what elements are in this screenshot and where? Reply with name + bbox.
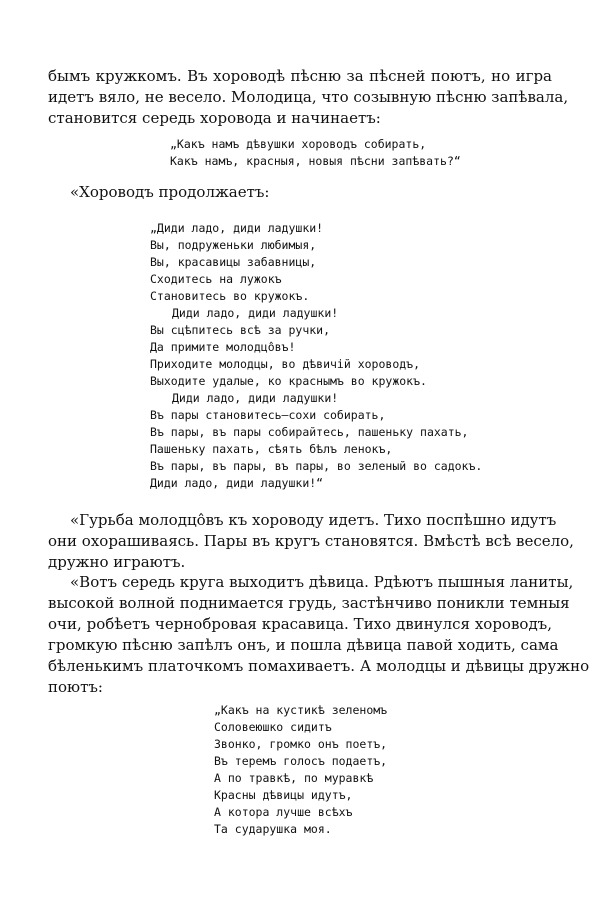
text-line: дружно играютъ.	[48, 553, 186, 571]
verse-line: Соловеюшко сидитъ	[214, 720, 332, 734]
text-line: «Вотъ середь круга выходитъ дѣвица. Рдѣютъ пышныя ланиты,	[70, 573, 574, 591]
verse-line: Выходите удалые, ко краснымъ во кружокъ.	[150, 374, 427, 388]
text-line: становится середь хоровода и начинаетъ:	[48, 109, 381, 127]
verse-line: „Какъ на кустикѣ зеленомъ	[214, 703, 388, 717]
verse-line: Диди ладо, диди ладушки!“	[150, 476, 324, 490]
verse-line: А по травкѣ, по муравкѣ	[214, 771, 374, 785]
verse-line: Та сударушка моя.	[214, 822, 332, 836]
verse-line: Да примите молодцо̂въ!	[150, 340, 296, 354]
verse-line: Сходитесь на лужокъ	[150, 272, 282, 286]
paragraph-4	[48, 572, 590, 698]
verse-line: А котора лучше всѣхъ	[214, 805, 353, 819]
verse-line: „Диди ладо, диди ладушки!	[150, 221, 324, 235]
verse-line: Красны дѣвицы идутъ,	[214, 788, 353, 802]
text-line: «Хороводъ продолжаетъ:	[70, 183, 270, 201]
verse-line: „Какъ намъ дѣвушки хороводъ собирать,	[170, 137, 427, 151]
verse-line: Диди ладо, диди ладушки!	[172, 391, 339, 405]
verse-line: Вы сцѣпитесь всѣ за ручки,	[150, 323, 331, 337]
paragraph-2	[48, 182, 552, 203]
text-line: бѣленькимъ платочкомъ помахиваетъ. А молодцы и дѣвицы дружно	[48, 657, 590, 675]
verse-line: Вы, подруженьки любимыя,	[150, 238, 317, 252]
text-line: очи, робѣетъ чернобровая красавица. Тихо двинулся хороводъ,	[48, 615, 552, 633]
paragraph-1	[48, 66, 569, 129]
verse-line: Какъ намъ, красныя, новыя пѣсни запѣвать?“	[170, 154, 461, 168]
text-line: «Гурьба молодцо̂въ къ хороводу идетъ. Тихо поспѣшно идутъ	[70, 511, 557, 529]
verse-line: Въ пары, въ пары, въ пары, во зеленый во садокъ.	[150, 459, 483, 473]
verse-line: Приходите молодцы, во дѣвичій хороводъ,	[150, 357, 421, 371]
verse-line: Пашеньку пахать, сѣять бѣлъ ленокъ,	[150, 442, 393, 456]
verse-line: Звонко, громко онъ поетъ,	[214, 737, 388, 751]
verse-line: Диди ладо, диди ладушки!	[172, 306, 339, 320]
song-2	[214, 702, 387, 838]
text-line: поютъ:	[48, 678, 103, 696]
text-line: громкую пѣсню запѣлъ онъ, и пошла дѣвица павой ходить, сама	[48, 636, 559, 654]
text-line: бымъ кружкомъ. Въ хороводѣ пѣсню за пѣсней поютъ, но игра	[48, 67, 552, 85]
verse-line: Вы, красавицы забавницы,	[150, 255, 317, 269]
verse-line: Въ теремъ голосъ подаетъ,	[214, 754, 388, 768]
song-1	[150, 220, 482, 492]
verse-line: Въ пары становитесь—сохи собирать,	[150, 408, 386, 422]
paragraph-3	[48, 510, 574, 573]
verse-line: Становитесь во кружокъ.	[150, 289, 310, 303]
text-line: идетъ вяло, не весело. Молодица, что созывную пѣсню запѣвала,	[48, 88, 569, 106]
text-line: они охорашиваясь. Пары въ кругъ становятся. Вмѣстѣ всѣ весело,	[48, 532, 574, 550]
quote-1	[170, 136, 461, 170]
text-line: высокой волной поднимается грудь, застѣнчиво поникли темныя	[48, 594, 570, 612]
verse-line: Въ пары, въ пары собирайтесь, пашеньку пахать,	[150, 425, 469, 439]
